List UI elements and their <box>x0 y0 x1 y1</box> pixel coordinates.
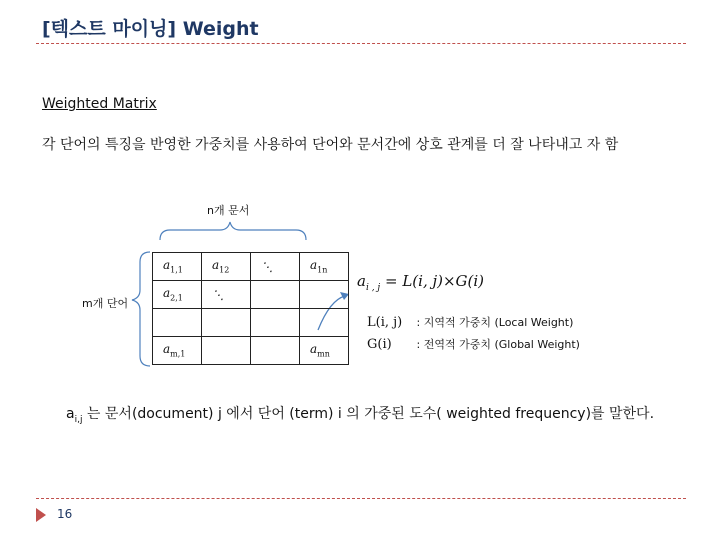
m-terms-label: m개 단어 <box>82 297 129 310</box>
legend-symbol: L(i, j) <box>367 315 403 330</box>
top-brace <box>160 222 306 240</box>
cell-empty <box>300 309 349 337</box>
matrix-row <box>153 309 349 337</box>
legend-local <box>367 314 573 330</box>
weight-formula: $a_{i , j} = L(i$, j)×G(i) <box>357 272 485 293</box>
cell-dots: ⋱ <box>251 253 300 281</box>
legend-meaning: 지역적 가중치 (Local Weight) <box>423 316 574 329</box>
cell-empty <box>251 337 300 365</box>
matrix-row <box>153 281 349 309</box>
legend-colon: : <box>416 316 421 329</box>
legend-global <box>367 336 580 352</box>
cell-dots: ⋱ <box>202 281 251 309</box>
weighted-matrix <box>152 252 349 365</box>
bottom-divider <box>36 498 686 499</box>
description-text: 각 단어의 특징을 반영한 가중치를 사용하여 단어와 문서간에 상호 관계를 더 잘 나타내고 자 함 <box>42 137 619 153</box>
legend-meaning: 전역적 가중치 (Global Weight) <box>423 338 580 351</box>
cell-empty <box>202 309 251 337</box>
cell-am1: $a_{m,1}$ <box>153 337 202 365</box>
cell-a12: $a_{12}$ <box>202 253 251 281</box>
n-documents-label: n개 문서 <box>207 204 250 217</box>
cell-empty <box>153 309 202 337</box>
cell-a1n: $a_{1n}$ <box>300 253 349 281</box>
cell-amn: $a_{mn}$ <box>300 337 349 365</box>
legend-colon: : <box>416 338 421 351</box>
cell-empty <box>300 281 349 309</box>
cell-empty <box>251 309 300 337</box>
legend-symbol: G(i) <box>367 337 392 352</box>
definition-note: $a_{i,j}$ 는 문서(document) j 에서 단어 (term) i 의 가중된 도수( weighted frequency)를 말한다. <box>66 406 655 425</box>
cell-empty <box>202 337 251 365</box>
matrix-row <box>153 337 349 365</box>
left-brace <box>132 252 150 366</box>
cell-a21: $a_{2,1}$ <box>153 281 202 309</box>
matrix-row <box>153 253 349 281</box>
slide-title: [텍스트 마이닝] Weight <box>42 18 259 40</box>
page-number: 16 <box>57 507 73 521</box>
section-heading: Weighted Matrix <box>42 96 157 112</box>
page-marker-icon <box>36 508 46 522</box>
cell-a11: $a_{1,1}$ <box>153 253 202 281</box>
cell-empty <box>251 281 300 309</box>
